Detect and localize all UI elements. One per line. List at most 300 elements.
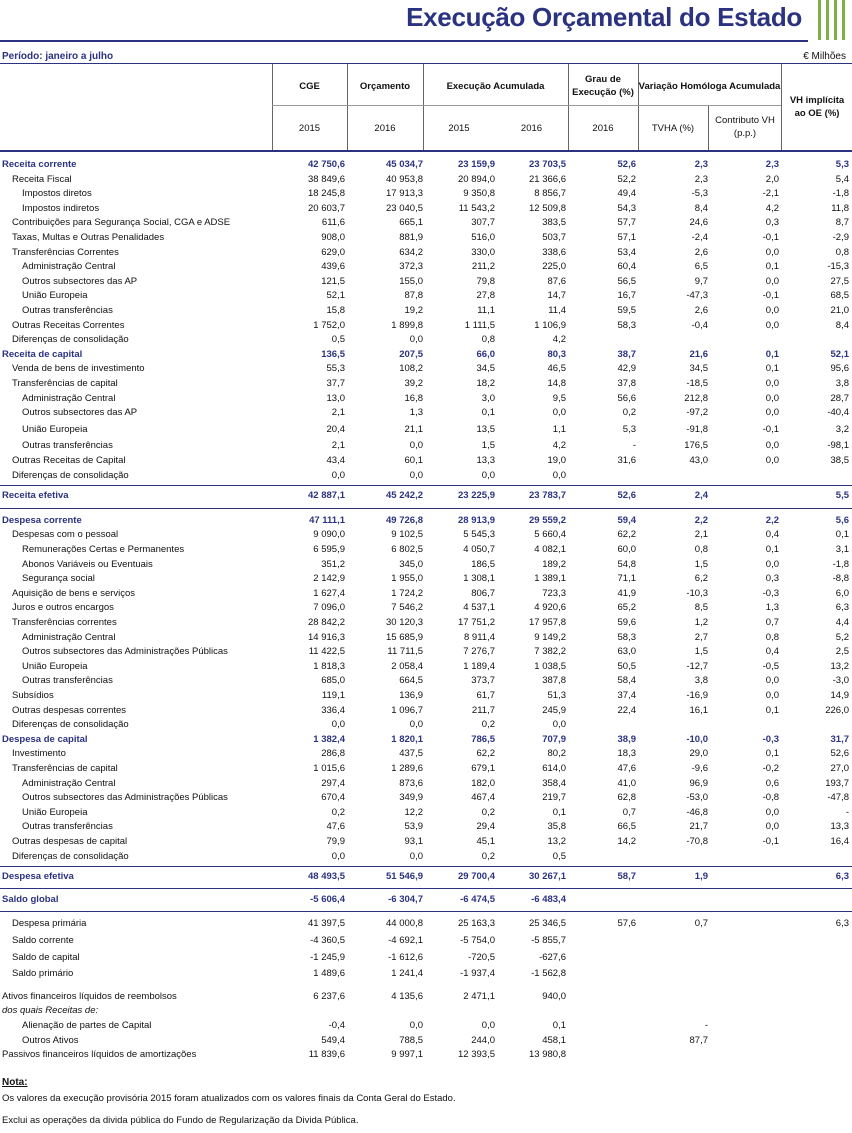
row-value: 1,1: [552, 423, 566, 435]
row-value: 0,0: [765, 305, 779, 316]
row-value: 41,0: [617, 777, 636, 789]
row-value: 338,6: [542, 246, 566, 258]
table-row: [0, 689, 852, 703]
row-value: 207,5: [399, 348, 423, 360]
row-value: 0,1: [765, 704, 779, 716]
row-value: 373,7: [471, 675, 495, 687]
row-value: 0,0: [765, 392, 779, 404]
row-value: 18,3: [617, 748, 636, 760]
row-value: 307,7: [471, 217, 495, 229]
table-row: [0, 231, 852, 245]
row-label: Subsídios: [12, 690, 54, 701]
row-value: 0,3: [765, 573, 779, 585]
row-value: 0,1: [552, 806, 566, 818]
row-value: -0,1: [762, 290, 779, 302]
table-row: [0, 173, 852, 187]
row-value: 87,8: [404, 290, 423, 302]
row-value: 8,5: [694, 602, 708, 614]
header-separator: [347, 64, 348, 150]
row-value: 244,0: [471, 1034, 495, 1046]
row-value: 225,0: [542, 261, 566, 273]
row-value: 6,5: [694, 261, 708, 273]
row-value: 1 752,0: [313, 319, 345, 331]
row-value: 41,9: [617, 587, 636, 599]
row-value: 17 751,2: [458, 617, 495, 628]
row-value: 62,2: [476, 748, 495, 760]
unit-label: € Milhões: [803, 51, 846, 62]
row-value: 351,2: [321, 558, 345, 570]
table-row: [0, 469, 852, 483]
row-value: 0,0: [331, 850, 345, 862]
row-value: 0,5: [552, 850, 566, 862]
table-row: [0, 762, 852, 776]
row-value: 8,4: [835, 319, 849, 331]
row-label: Despesa efetiva: [2, 871, 74, 883]
row-value: -6 304,7: [388, 893, 423, 905]
row-value: 25 163,3: [458, 918, 495, 930]
header-year-exec-2016: 2016: [520, 123, 543, 134]
row-value: 30 267,1: [529, 871, 566, 883]
row-value: -1 612,6: [388, 951, 423, 963]
table-row: [0, 454, 852, 468]
table-row: [0, 489, 852, 503]
row-label: Impostos indiretos: [22, 202, 100, 214]
table-row: [0, 601, 852, 615]
row-value: 6,3: [835, 602, 849, 614]
row-value: 3,8: [694, 675, 708, 687]
row-value: 30 120,3: [386, 617, 423, 628]
row-value: 1 724,2: [391, 587, 423, 599]
row-value: 42,9: [617, 363, 636, 375]
row-value: 9,7: [694, 275, 708, 287]
row-value: 7 382,2: [534, 646, 566, 658]
row-value: 80,2: [547, 748, 566, 760]
row-value: 28 913,9: [458, 514, 495, 526]
row-value: 1 106,9: [534, 319, 566, 331]
table-row: [0, 216, 852, 230]
row-value: -10,3: [686, 587, 708, 599]
row-value: 21,1: [404, 423, 423, 435]
row-label: Taxas, Multas e Outras Penalidades: [12, 232, 165, 243]
row-value: 37,4: [617, 690, 636, 701]
header-separator: [781, 64, 782, 150]
row-label: Saldo primário: [12, 968, 74, 980]
row-value: 17 957,8: [529, 617, 566, 628]
row-label: Remunerações Certas e Permanentes: [22, 544, 185, 555]
table-row: [0, 362, 852, 376]
row-value: 0,1: [835, 529, 849, 541]
row-value: 47,6: [326, 821, 345, 833]
row-label: Transferências Correntes: [12, 246, 119, 258]
header-contributo: Contributo VH (p.p.): [715, 115, 775, 139]
row-value: 193,7: [825, 777, 849, 789]
row-value: 45 242,2: [386, 490, 423, 502]
row-value: 0,0: [765, 440, 779, 452]
header-separator: [423, 64, 424, 150]
row-value: 21,6: [689, 348, 708, 360]
row-value: -: [704, 1020, 708, 1031]
row-value: 2,3: [765, 159, 779, 170]
row-label: Outros subsectores das Administrações Públicas: [22, 646, 228, 658]
row-value: -3,0: [832, 675, 849, 687]
row-label: Abonos Variáveis ou Eventuais: [22, 558, 153, 570]
row-value: 634,2: [399, 246, 423, 258]
row-label: Despesa corrente: [2, 514, 82, 526]
table-row: [0, 893, 852, 907]
row-value: 28 842,2: [308, 617, 345, 628]
row-value: -8,8: [832, 573, 849, 585]
row-value: 52,1: [830, 348, 849, 360]
header-bottom-rule: [0, 150, 852, 152]
row-value: 43,4: [326, 455, 345, 466]
row-value: 93,1: [404, 836, 423, 847]
row-value: 467,4: [471, 792, 495, 804]
table-row: [0, 587, 852, 601]
row-value: 11,4: [548, 305, 566, 316]
table-row: [0, 820, 852, 834]
row-value: -12,7: [686, 660, 708, 672]
row-value: 1 627,4: [313, 587, 345, 599]
note-1: Os valores da execução provisória 2015 foram atualizados com os valores finais da Conta Geral do Estado.: [2, 1093, 456, 1104]
row-value: 2,6: [694, 305, 708, 316]
row-value: 614,0: [542, 763, 566, 774]
row-value: 23 225,9: [458, 490, 495, 502]
row-label: Receita efetiva: [2, 490, 69, 502]
row-label: Administração Central: [22, 392, 116, 404]
row-value: 38,7: [617, 348, 636, 360]
header-separator: [708, 105, 709, 150]
row-value: 19,2: [404, 305, 423, 316]
row-label: União Europeia: [22, 423, 88, 435]
row-value: 0,0: [552, 469, 566, 481]
row-value: 330,0: [471, 246, 495, 258]
table-row: [0, 333, 852, 347]
header-tvha: TVHA (%): [651, 123, 695, 134]
row-value: 13 980,8: [529, 1049, 566, 1061]
row-value: 383,5: [542, 217, 566, 229]
row-value: 18 245,8: [308, 188, 345, 200]
row-label: Administração Central: [22, 631, 116, 643]
row-value: 43,0: [689, 455, 708, 466]
row-value: 40 953,8: [386, 173, 423, 185]
row-value: 23 783,7: [529, 490, 566, 502]
row-value: -91,8: [686, 423, 708, 435]
row-value: 63,0: [617, 646, 636, 658]
row-value: 0,0: [765, 275, 779, 287]
row-label: Receita corrente: [2, 159, 77, 170]
row-value: 629,0: [321, 246, 345, 258]
row-label: Passivos financeiros líquidos de amortizações: [2, 1049, 197, 1061]
row-value: 58,4: [617, 675, 636, 687]
row-label: Diferenças de consolidação: [12, 334, 129, 346]
row-value: 4 050,7: [463, 544, 495, 555]
row-value: 0,0: [481, 1020, 495, 1031]
row-value: 0,4: [765, 529, 779, 541]
row-value: 940,0: [542, 990, 566, 1002]
row-label: Saldo global: [2, 893, 59, 905]
row-value: 182,0: [471, 777, 495, 789]
row-label: Segurança social: [22, 573, 95, 585]
table-row: [0, 304, 852, 318]
row-value: 13,0: [326, 392, 345, 404]
row-value: 0,2: [331, 806, 345, 818]
table-row: [0, 406, 852, 420]
table-row: [0, 289, 852, 303]
row-value: 52,6: [617, 490, 636, 502]
row-value: 87,7: [689, 1034, 708, 1046]
row-value: 5 545,3: [463, 529, 495, 541]
row-value: 60,4: [617, 261, 636, 273]
row-value: 4 920,6: [534, 602, 566, 614]
row-label: Aquisição de bens e serviços: [12, 587, 136, 599]
table-row: [0, 870, 852, 884]
row-value: 48 493,5: [308, 871, 345, 883]
title-rule: [0, 40, 808, 42]
row-value: 1 241,4: [391, 968, 423, 980]
row-value: 1 111,5: [464, 319, 495, 331]
row-value: 3,1: [835, 544, 849, 555]
row-value: 707,9: [542, 733, 566, 745]
row-value: 60,0: [617, 544, 636, 555]
row-value: 908,0: [321, 232, 345, 243]
row-value: 0,1: [552, 1020, 566, 1031]
row-value: 212,8: [684, 392, 708, 404]
header-grau: Grau de Execução (%): [572, 74, 634, 98]
row-value: 1,9: [694, 871, 708, 883]
row-value: 14,7: [547, 290, 566, 302]
table-row: [0, 572, 852, 586]
row-value: 1 389,1: [534, 573, 566, 585]
row-value: 79,9: [326, 836, 345, 847]
table-row: [0, 733, 852, 747]
row-value: 0,2: [622, 407, 636, 419]
row-label: Alienação de partes de Capital: [22, 1020, 152, 1031]
row-value: 37,7: [326, 378, 345, 389]
row-value: 1 955,0: [391, 573, 423, 585]
header-year-exec-2015: 2015: [448, 123, 470, 134]
row-label: Outras Receitas Correntes: [12, 319, 125, 331]
row-value: 3,2: [835, 423, 849, 435]
row-value: 52,6: [617, 159, 636, 170]
row-value: -9,6: [691, 763, 708, 774]
row-value: 52,1: [326, 290, 345, 302]
row-value: -720,5: [468, 951, 495, 963]
row-value: 2 471,1: [463, 990, 495, 1002]
row-label: Outros subsectores das AP: [22, 407, 138, 419]
header-separator: [568, 64, 569, 150]
row-value: 0,0: [331, 719, 345, 731]
row-value: 38 849,6: [308, 173, 345, 185]
row-value: 59,5: [617, 305, 636, 316]
row-value: 59,4: [617, 514, 636, 526]
table-row: [0, 528, 852, 542]
table-row: [0, 990, 852, 1004]
row-value: -6 474,5: [460, 893, 495, 905]
row-value: 12,2: [404, 806, 423, 818]
row-value: 0,0: [409, 334, 423, 346]
row-value: 23 159,9: [458, 159, 495, 170]
row-label: Outras despesas de capital: [12, 836, 128, 847]
row-value: -0,1: [762, 232, 779, 243]
row-value: 1 096,7: [391, 704, 423, 716]
row-label: Despesa de capital: [2, 733, 88, 745]
table-row: [0, 645, 852, 659]
row-value: 68,5: [830, 290, 849, 302]
row-value: 3,8: [835, 378, 849, 389]
row-label: Contribuições para Segurança Social, CGA e ADSE: [12, 217, 231, 229]
row-value: -5,3: [691, 188, 708, 200]
row-value: 349,9: [399, 792, 423, 804]
row-value: 670,4: [321, 792, 345, 804]
row-label: Administração Central: [22, 261, 116, 273]
row-value: 0,2: [481, 719, 495, 731]
row-value: 336,4: [321, 704, 345, 716]
row-value: -1,8: [832, 558, 849, 570]
note-2: Exclui as operações da divida pública do Fundo de Regularização da Divida Pública.: [2, 1115, 359, 1126]
row-value: 219,7: [542, 792, 566, 804]
row-value: 31,6: [617, 455, 636, 466]
header-variacao: Variação Homóloga Acumulada: [638, 81, 781, 92]
row-value: 0,0: [409, 440, 423, 452]
row-value: 0,0: [409, 1020, 423, 1031]
row-value: 60,1: [404, 455, 423, 466]
row-value: 4 135,6: [391, 990, 423, 1002]
row-value: 788,5: [399, 1034, 423, 1046]
row-value: 9 090,0: [313, 529, 345, 541]
row-value: -1,8: [832, 188, 849, 200]
row-value: -2,1: [762, 188, 779, 200]
decorative-lines: [818, 0, 852, 40]
row-label: Diferenças de consolidação: [12, 469, 129, 481]
row-value: -0,4: [691, 319, 708, 331]
row-label: Outros Ativos: [22, 1034, 79, 1046]
table-row: [0, 377, 852, 391]
row-value: 12 393,5: [458, 1049, 495, 1061]
row-value: 4 537,1: [463, 602, 495, 614]
row-value: 2,2: [694, 514, 708, 526]
row-value: 11,1: [477, 305, 495, 316]
row-value: 13,2: [547, 836, 566, 847]
row-value: -5 754,0: [460, 935, 495, 946]
table-row: [0, 246, 852, 260]
table-row: [0, 319, 852, 333]
row-value: 21,7: [689, 821, 708, 833]
table-row: [0, 806, 852, 820]
row-value: 45,1: [476, 836, 495, 847]
row-label: Transferências correntes: [12, 617, 117, 628]
row-value: 0,1: [765, 348, 779, 360]
row-value: 13,3: [830, 821, 849, 833]
row-label: Outros subsectores das Administrações Públicas: [22, 792, 228, 804]
row-value: 0,1: [765, 544, 779, 555]
row-value: 1 489,6: [313, 968, 345, 980]
row-value: 0,5: [331, 334, 345, 346]
row-value: 1 382,4: [313, 733, 345, 745]
header-vh-implicita: VH implícita ao OE (%): [789, 95, 845, 119]
row-value: 2,3: [694, 173, 708, 185]
row-value: 1 308,1: [463, 573, 495, 585]
row-value: 14,8: [547, 378, 566, 389]
row-value: 51 546,9: [386, 871, 423, 883]
table-row: [0, 543, 852, 557]
row-value: 516,0: [471, 232, 495, 243]
row-value: 52,6: [830, 748, 849, 760]
row-value: 62,2: [617, 529, 636, 541]
row-value: 14,2: [617, 836, 636, 847]
row-value: 66,0: [476, 348, 495, 360]
page-title: Execução Orçamental do Estado: [406, 2, 802, 32]
row-label: Outras Receitas de Capital: [12, 455, 126, 466]
row-value: 59,6: [617, 617, 636, 628]
row-value: 1,5: [481, 440, 495, 452]
row-label: dos quais Receitas de:: [2, 1005, 99, 1017]
row-value: 665,1: [399, 217, 423, 229]
row-value: 0,0: [765, 675, 779, 687]
row-value: 80,3: [547, 348, 566, 360]
table-row: [0, 934, 852, 948]
table-row: [0, 260, 852, 274]
row-label: União Europeia: [22, 806, 88, 818]
row-label: Outras transferências: [22, 305, 113, 316]
row-value: 38,5: [830, 455, 849, 466]
row-value: 0,0: [765, 407, 779, 419]
row-value: 18,2: [476, 378, 495, 389]
row-value: 0,8: [481, 334, 495, 346]
row-value: 0,0: [765, 246, 779, 258]
row-value: -2,4: [691, 232, 708, 243]
row-value: 723,3: [542, 587, 566, 599]
row-label: Outros subsectores das AP: [22, 275, 138, 287]
row-value: 9 149,2: [534, 631, 566, 643]
row-label: Saldo de capital: [12, 951, 80, 963]
row-label: Venda de bens de investimento: [12, 363, 145, 375]
table-row: [0, 1034, 852, 1048]
row-value: 0,0: [765, 690, 779, 701]
table-row: [0, 718, 852, 732]
row-value: 1,5: [694, 558, 708, 570]
row-value: 31,7: [830, 733, 849, 745]
row-value: 664,5: [399, 675, 423, 687]
row-value: -0,1: [762, 423, 779, 435]
row-value: 14 916,3: [308, 631, 345, 643]
row-value: 2 142,9: [313, 573, 345, 585]
row-value: 245,9: [542, 704, 566, 716]
row-value: -0,2: [762, 763, 779, 774]
row-value: 881,9: [399, 232, 423, 243]
table-row: [0, 1004, 852, 1018]
table-row: [0, 835, 852, 849]
row-value: 56,5: [617, 275, 636, 287]
row-value: 108,2: [399, 363, 423, 375]
row-value: 6,2: [694, 573, 708, 585]
row-value: 1,3: [409, 407, 423, 419]
row-value: 8,7: [835, 217, 849, 229]
row-value: 1 820,1: [391, 733, 423, 745]
row-value: 873,6: [399, 777, 423, 789]
row-value: 439,6: [321, 261, 345, 273]
row-value: 95,6: [830, 363, 849, 375]
row-value: 1 015,6: [313, 763, 345, 774]
row-value: 9,5: [552, 392, 566, 404]
row-value: 16,7: [617, 290, 636, 302]
row-value: 16,4: [830, 836, 849, 847]
table-row: [0, 423, 852, 437]
row-value: 3,0: [481, 392, 495, 404]
row-value: 16,8: [404, 392, 423, 404]
row-label: Receita Fiscal: [12, 173, 72, 185]
row-value: 611,6: [321, 217, 345, 229]
row-value: 0,6: [765, 777, 779, 789]
